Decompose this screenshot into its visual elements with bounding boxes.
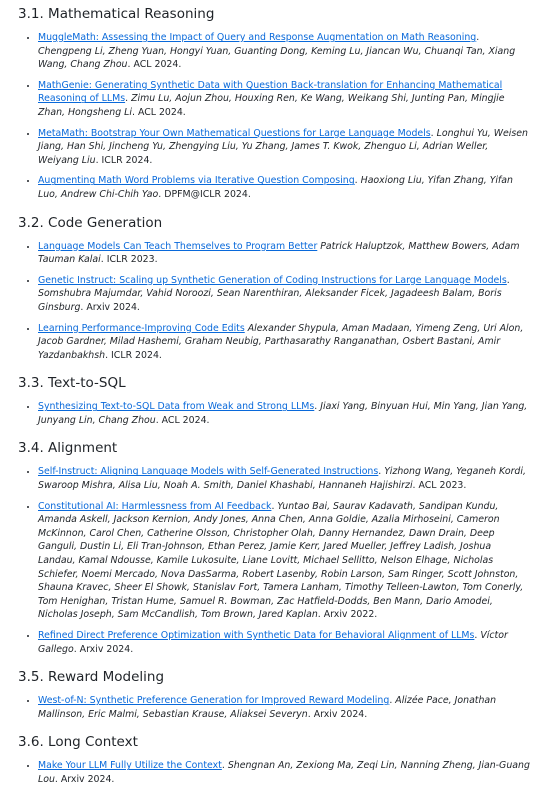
paper-link[interactable]: Learning Performance-Improving Code Edits — [38, 322, 245, 334]
reference-item: • Language Models Can Teach Themselves to Program Better Patrick Haluptzok, Matthew Bowers, Adam Tauman Kalai. ICLR 2023. — [38, 240, 530, 267]
reference-item: • Synthesizing Text-to-SQL Data from Weak and Strong LLMs. Jiaxi Yang, Binyuan Hui, Min Yang, Jian Yang, Junyang Lin, Chang Zhou. ACL 2024. — [38, 400, 530, 427]
section-heading: 3.3. Text-to-SQL — [18, 375, 126, 392]
paper-link[interactable]: MathGenie: Generating Synthetic Data with Question Back-translation for Enhancing Mathematical Reasoning of LLMs — [38, 79, 503, 105]
paper-authors: Chengpeng Li, Zheng Yuan, Hongyi Yuan, Guanting Dong, Keming Lu, Jiancan Wu, Chuanqi Tan, Xiang Wang, Chang Zhou — [38, 45, 516, 71]
paper-link[interactable]: Refined Direct Preference Optimization with Synthetic Data for Behavioral Alignment of LLMs — [38, 630, 475, 641]
paper-link[interactable]: Augmenting Math Word Problems via Iterative Question Composing — [38, 175, 355, 187]
reference-item: • MetaMath: Bootstrap Your Own Mathematical Questions for Large Language Models. Longhui Yu, Weisen Jiang, Han Shi, Jincheng Yu, Zhengying Liu, Yu Zhang, James T. Kwok, Zhenguo Li, Adrian Weller, Weiyang Liu. ICLR 2024. — [38, 127, 530, 168]
paper-authors: Yuntao Bai, Saurav Kadavath, Sandipan Kundu, Amanda Askell, Jackson Kernion, Andy Jones, Anna Chen, Anna Goldie, Azalia Mirhoseini, Cameron McKinnon, Carol Chen, Catherine Olsson, Christopher Olah, Danny Hernandez, Dawn Drain, Deep Ganguli, Dustin Li, Eli Tran-Johnson, Ethan Perez, Jamie Kerr, Jared Mueller, Jeffrey Ladish, Joshua Landau, Kamal Ndousse, Kamile Lukosuite, Liane Lovitt, Michael Sellitto, Nelson Elhage, Nicholas Schiefer, Noemi Mercado, Nova DasSarma, Robert Lasenby, Robin Larson, Sam Ringer, Scott Johnston, Shauna Kravec, Sheer El Showk, Stanislav Fort, Tamera Lanham, Timothy Telleen-Lawton, Tom Conerly, Tom Henighan, Tristan Hume, Samuel R. Bowman, Zac Hatfield-Dodds, Ben Mann, Dario Amodei, Nicholas Joseph, Sam McCandlish, Tom Brown, Jared Kaplan — [38, 500, 524, 621]
paper-authors: Haoxiong Liu, Yifan Zhang, Yifan Luo, Andrew Chi-Chih Yao — [38, 175, 513, 200]
paper-authors: Alexander Shypula, Aman Madaan, Yimeng Zeng, Uri Alon, Jacob Gardner, Milad Hashemi, Graham Neubig, Parthasarathy Ranganathan, Osbert Bastani, Amir Yazdanbakhsh — [38, 322, 524, 361]
section-long-context — [18, 734, 530, 786]
reference-list — [18, 240, 530, 363]
section-reward-modeling — [18, 669, 530, 721]
section-heading: 3.4. Alignment — [18, 440, 118, 457]
paper-link[interactable]: Synthesizing Text-to-SQL Data from Weak and Strong LLMs — [38, 401, 315, 413]
reference-item: • Refined Direct Preference Optimization with Synthetic Data for Behavioral Alignment of LLMs. Víctor Gallego. Arxiv 2024. — [38, 629, 530, 656]
paper-venue: Arxiv 2024. — [313, 708, 368, 720]
paper-authors: Víctor Gallego — [38, 630, 508, 655]
reference-item: • Genetic Instruct: Scaling up Synthetic Generation of Coding Instructions for Large Language Models. Somshubra Majumdar, Vahid Noroozi, Sean Narenthiran, Aleksander Ficek, Jagadeesh Balam, Boris Ginsburg. Arxiv 2024. — [38, 274, 530, 315]
paper-venue: ACL 2024. — [161, 414, 210, 426]
paper-venue: Arxiv 2024. — [86, 301, 140, 313]
paper-link[interactable]: Language Models Can Teach Themselves to Program Better — [38, 240, 318, 252]
paper-authors: Alizée Pace, Jonathan Mallinson, Eric Malmi, Sebastian Krause, Aliaksei Severyn — [38, 695, 497, 720]
paper-venue: Arxiv 2022. — [323, 609, 378, 621]
reference-list — [18, 759, 530, 786]
paper-venue: Arxiv 2024. — [60, 773, 115, 785]
reference-list — [18, 694, 530, 721]
paper-link[interactable]: MuggleMath: Assessing the Impact of Query and Response Augmentation on Math Reasoning — [38, 32, 477, 43]
paper-link[interactable]: Genetic Instruct: Scaling up Synthetic Generation of Coding Instructions for Large Language Models — [38, 274, 507, 286]
paper-venue: DPFM@ICLR 2024. — [164, 188, 251, 200]
paper-link[interactable]: West-of-N: Synthetic Preference Generation for Improved Reward Modeling — [38, 695, 390, 707]
section-mathematical-reasoning — [18, 6, 530, 202]
reference-item: • Make Your LLM Fully Utilize the Context. Shengnan An, Zexiong Ma, Zeqi Lin, Nanning Zheng, Jian-Guang Lou. Arxiv 2024. — [38, 759, 530, 786]
section-alignment — [18, 440, 530, 656]
reference-list — [18, 400, 530, 427]
paper-authors: Somshubra Majumdar, Vahid Noroozi, Sean Narenthiran, Aleksander Ficek, Jagadeesh Balam, Boris Ginsburg — [38, 288, 502, 313]
paper-venue: ACL 2024. — [137, 106, 186, 118]
paper-authors: Longhui Yu, Weisen Jiang, Han Shi, Jincheng Yu, Zhengying Liu, Yu Zhang, James T. Kwok, Zhenguo Li, Adrian Weller, Weiyang Liu — [38, 127, 528, 166]
paper-authors: Jiaxi Yang, Binyuan Hui, Min Yang, Jian Yang, Junyang Lin, Chang Zhou — [38, 401, 528, 426]
paper-venue: ICLR 2024. — [101, 154, 153, 166]
reference-item: • Self-Instruct: Aligning Language Models with Self-Generated Instructions. Yizhong Wang, Yeganeh Kordi, Swaroop Mishra, Alisa Liu, Noah A. Smith, Daniel Khashabi, Hannaneh Hajishirzi. ACL 2023. — [38, 465, 530, 492]
paper-venue: ICLR 2023. — [106, 254, 158, 266]
section-heading: 3.2. Code Generation — [18, 214, 163, 231]
section-code-generation — [18, 215, 530, 363]
section-heading: 3.6. Long Context — [18, 734, 138, 751]
reference-item: • MathGenie: Generating Synthetic Data with Question Back-translation for Enhancing Mathematical Reasoning of LLMs. Zimu Lu, Aojun Zhou, Houxing Ren, Ke Wang, Weikang Shi, Junting Pan, Mingjie Zhan, Hongsheng Li. ACL 2024. — [38, 79, 530, 120]
reference-list — [18, 31, 530, 202]
section-heading: 3.1. Mathematical Reasoning — [18, 6, 215, 22]
paper-venue: ACL 2024. — [133, 59, 182, 71]
reference-item: • Augmenting Math Word Problems via Iterative Question Composing. Haoxiong Liu, Yifan Zhang, Yifan Luo, Andrew Chi-Chih Yao. DPFM@ICLR 2024. — [38, 174, 530, 201]
reference-item: • Learning Performance-Improving Code Edits Alexander Shypula, Aman Madaan, Yimeng Zeng, Uri Alon, Jacob Gardner, Milad Hashemi, Graham Neubig, Parthasarathy Ranganathan, Osbert Bastani, Amir Yazdanbakhsh. ICLR 2024. — [38, 322, 530, 363]
paper-authors: Zimu Lu, Aojun Zhou, Houxing Ren, Ke Wang, Weikang Shi, Junting Pan, Mingjie Zhan, Hongsheng Li — [38, 93, 505, 118]
reference-item: • MuggleMath: Assessing the Impact of Query and Response Augmentation on Math Reasoning. Chengpeng Li, Zheng Yuan, Hongyi Yuan, Guanting Dong, Keming Lu, Jiancan Wu, Chuanqi Tan, Xiang Wang, Chang Zhou. ACL 2024. — [38, 31, 530, 72]
paper-link[interactable]: Self-Instruct: Aligning Language Models with Self-Generated Instructions — [38, 466, 379, 478]
paper-authors: Yizhong Wang, Yeganeh Kordi, Swaroop Mishra, Alisa Liu, Noah A. Smith, Daniel Khashabi, Hannaneh Hajishirzi — [38, 466, 526, 492]
paper-venue: ACL 2023. — [418, 480, 467, 492]
paper-authors: Shengnan An, Zexiong Ma, Zeqi Lin, Nanning Zheng, Jian-Guang Lou — [38, 760, 530, 785]
section-heading: 3.5. Reward Modeling — [18, 669, 165, 686]
reference-item: • West-of-N: Synthetic Preference Generation for Improved Reward Modeling. Alizée Pace, Jonathan Mallinson, Eric Malmi, Sebastian Krause, Aliaksei Severyn. Arxiv 2024. — [38, 694, 530, 721]
reference-item: • Constitutional AI: Harmlessness from AI Feedback. Yuntao Bai, Saurav Kadavath, Sandipan Kundu, Amanda Askell, Jackson Kernion, Andy Jones, Anna Chen, Anna Goldie, Azalia Mirhoseini, Cameron McKinnon, Carol Chen, Catherine Olsson, Christopher Olah, Danny Hernandez, Dawn Drain, Deep Ganguli, Dustin Li, Eli Tran-Johnson, Ethan Perez, Jamie Kerr, Jared Mueller, Jeffrey Ladish, Joshua Landau, Kamal Ndousse, Kamile Lukosuite, Liane Lovitt, Michael Sellitto, Nelson Elhage, Nicholas Schiefer, Noemi Mercado, Nova DasSarma, Robert Lasenby, Robin Larson, Sam Ringer, Scott Johnston, Shauna Kravec, Sheer El Showk, Stanislav Fort, Tamera Lanham, Timothy Telleen-Lawton, Tom Conerly, Tom Henighan, Tristan Hume, Samuel R. Bowman, Zac Hatfield-Dodds, Ben Mann, Dario Amodei, Nicholas Joseph, Sam McCandlish, Tom Brown, Jared Kaplan. Arxiv 2022. — [38, 500, 530, 622]
paper-link[interactable]: MetaMath: Bootstrap Your Own Mathematical Questions for Large Language Models — [38, 127, 431, 139]
reference-list — [18, 465, 530, 656]
paper-link[interactable]: Make Your LLM Fully Utilize the Context — [38, 760, 222, 772]
paper-authors: Patrick Haluptzok, Matthew Bowers, Adam Tauman Kalai — [38, 240, 520, 266]
paper-venue: ICLR 2024. — [111, 349, 162, 361]
paper-venue: Arxiv 2024. — [79, 643, 134, 655]
paper-link[interactable]: Constitutional AI: Harmlessness from AI Feedback — [38, 500, 272, 512]
section-text-to-sql — [18, 375, 530, 427]
